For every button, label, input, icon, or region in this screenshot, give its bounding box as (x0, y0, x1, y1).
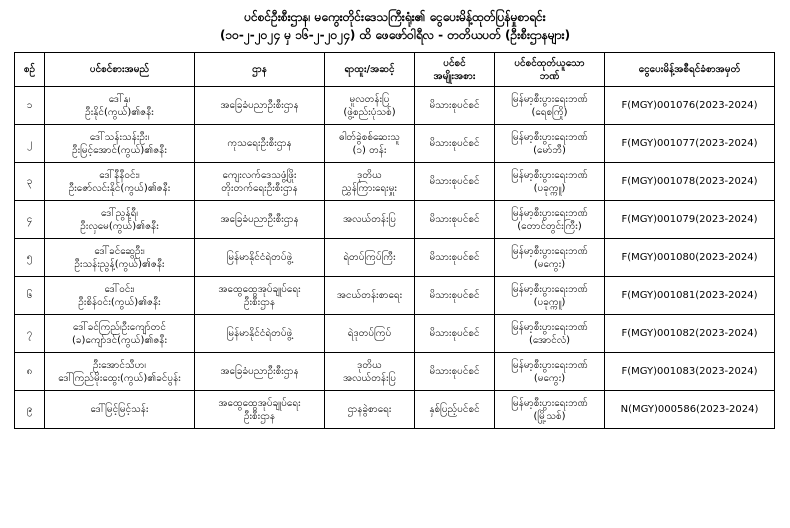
cell-bank: မြန်မာ့စီးပွားရေးဘဏ် (မော်ဘီ) (495, 125, 605, 163)
table-row (15, 125, 775, 163)
document-subtitle: (၁၀-၂-၂၀၂၄ မှ ၁၆-၂-၂၀၂၄) ထိ ဖေဖော်ဝါရီလ - တတိယပတ် (ဦးစီးဌာနများ) (219, 28, 571, 42)
cell-rank: ဌာနခွဲစာရေး (325, 391, 415, 429)
cell-no: ၉ (15, 391, 45, 429)
cell-department: ကျေးလက်ဒေသဖွံ့ဖြိုး တိုးတက်ရေးဦးစီးဌာန (195, 163, 325, 201)
cell-no: ၄ (15, 201, 45, 239)
cell-order-no: F(MGY)001082(2023-2024) (605, 315, 775, 353)
cell-order-no: F(MGY)001076(2023-2024) (605, 87, 775, 125)
header-name: ပင်စင်စားအမည် (45, 53, 195, 87)
cell-pension-type: မိသားစုပင်စင် (415, 125, 495, 163)
cell-no: ၂ (15, 125, 45, 163)
table-row (15, 391, 775, 429)
cell-department: မြန်မာနိုင်ငံရဲတပ်ဖွဲ့ (195, 239, 325, 277)
table-header-row (15, 53, 775, 87)
cell-order-no: F(MGY)001078(2023-2024) (605, 163, 775, 201)
cell-order-no: F(MGY)001079(2023-2024) (605, 201, 775, 239)
cell-rank: ရဲဒုတပ်ကြပ် (325, 315, 415, 353)
cell-pension-type: မိသားစုပင်စင် (415, 277, 495, 315)
header-department: ဌာန (195, 53, 325, 87)
cell-rank: အငယ်တန်းစာရေး (325, 277, 415, 315)
cell-order-no: F(MGY)001083(2023-2024) (605, 353, 775, 391)
table-row (15, 163, 775, 201)
cell-department: အခြေခံပညာဦးစီးဌာန (195, 201, 325, 239)
table-row (15, 239, 775, 277)
cell-no: ၇ (15, 315, 45, 353)
cell-pension-type: မိသားစုပင်စင် (415, 163, 495, 201)
cell-bank: မြန်မာ့စီးပွားရေးဘဏ် (မကွေး) (495, 239, 605, 277)
header-order-no: ငွေပေးမိန့်အစီရင်ခံစာအမှတ် (605, 53, 775, 87)
cell-pension-type: မိသားစုပင်စင် (415, 239, 495, 277)
cell-department: အခြေခံပညာဦးစီးဌာန (195, 353, 325, 391)
cell-department: အခြေခံပညာဦးစီးဌာန (195, 87, 325, 125)
header-bank: ပင်စင်ထုတ်ယူသော ဘဏ် (495, 53, 605, 87)
cell-pension-type: နှစ်ပြည့်ပင်စင် (415, 391, 495, 429)
cell-name: ဒေါ်ဝင်း၊ ဦးစိန်ဝင်း(ကွယ်)၏ဇနီး (45, 277, 195, 315)
table-row (15, 201, 775, 239)
table-row (15, 87, 775, 125)
cell-name: ဒေါ်ညွန့်ရီ၊ ဦးလှမေ(ကွယ်)၏ဇနီး (45, 201, 195, 239)
cell-bank: မြန်မာ့စီးပွားရေးဘဏ် (ပခုက္ကူ) (495, 277, 605, 315)
cell-order-no: N(MGY)000586(2023-2024) (605, 391, 775, 429)
table-row (15, 353, 775, 391)
cell-no: ၆ (15, 277, 45, 315)
cell-department: အထွေထွေအုပ်ချုပ်ရေး ဦးစီးဌာန (195, 391, 325, 429)
document-title: ပင်စင်ဦးစီးဌာန၊ မကွေးတိုင်းဒေသကြီးရုံး၏ ငွေပေးမိန့်ထုတ်ပြန်မှုစာရင်း (244, 10, 546, 24)
cell-rank: ဓါတ်ခွဲစစ်ဆေးသူ (၁) တန်း (325, 125, 415, 163)
cell-pension-type: မိသားစုပင်စင် (415, 353, 495, 391)
cell-name: ဒေါ်မြင့်မြင့်သန်း (45, 391, 195, 429)
cell-department: အထွေထွေအုပ်ချုပ်ရေး ဦးစီးဌာန (195, 277, 325, 315)
cell-name: ဒေါ်နီနီဝင်း၊ ဦးဇော်လင်းနိုင်(ကွယ်)၏ဇနီး (45, 163, 195, 201)
cell-name: ဦးအောင်သီဟ၊ ဒေါ်ကြည်မိုးထွေး(ကွယ်)၏ခင်ပွန်း (45, 353, 195, 391)
cell-bank: မြန်မာ့စီးပွားရေးဘဏ် (ပခုက္ကူ) (495, 163, 605, 201)
header-no: စဉ် (15, 53, 45, 87)
cell-order-no: F(MGY)001081(2023-2024) (605, 277, 775, 315)
cell-order-no: F(MGY)001077(2023-2024) (605, 125, 775, 163)
cell-department: ကုသရေးဦးစီးဌာန (195, 125, 325, 163)
cell-name: ဒေါ်ခင်ဆွေဦး၊ ဦးသန်းညွန့်(ကွယ်)၏ဇနီး (45, 239, 195, 277)
cell-no: ၃ (15, 163, 45, 201)
cell-pension-type: မိသားစုပင်စင် (415, 201, 495, 239)
cell-pension-type: မိသားစုပင်စင် (415, 315, 495, 353)
cell-name: ဒေါ်သန်းသန်းဦး၊ ဦးမြင့်အောင်(ကွယ်)၏ဇနီး (45, 125, 195, 163)
cell-name: ဒေါ်နု၊ ဦးနိုင်(ကွယ်)၏ဇနီး (45, 87, 195, 125)
cell-bank: မြန်မာ့စီးပွားရေးဘဏ် (အောင်လံ) (495, 315, 605, 353)
cell-rank: ဒုတိယ ညွှန်ကြားရေးမှူး (325, 163, 415, 201)
header-pension-type: ပင်စင် အမျိုးအစား (415, 53, 495, 87)
cell-rank: အလယ်တန်းပြ (325, 201, 415, 239)
cell-bank: မြန်မာ့စီးပွားရေးဘဏ် (မြို့သစ်) (495, 391, 605, 429)
cell-no: ၈ (15, 353, 45, 391)
cell-order-no: F(MGY)001080(2023-2024) (605, 239, 775, 277)
cell-bank: မြန်မာ့စီးပွားရေးဘဏ် (တောင်တွင်းကြီး) (495, 201, 605, 239)
cell-bank: မြန်မာ့စီးပွားရေးဘဏ် (ရေစကြို) (495, 87, 605, 125)
cell-rank: ဒုတိယ အလယ်တန်းပြ (325, 353, 415, 391)
cell-no: ၅ (15, 239, 45, 277)
cell-department: မြန်မာနိုင်ငံရဲတပ်ဖွဲ့ (195, 315, 325, 353)
cell-rank: မူလတန်းပြ (ဖွဲ့စည်းပုံသစ်) (325, 87, 415, 125)
cell-name: ဒေါ်ခင်ကြည်၊ဦးကျော်တင် (ခ)ကျော်ဒင်(ကွယ်)၏ဇနီး (45, 315, 195, 353)
cell-pension-type: မိသားစုပင်စင် (415, 87, 495, 125)
cell-no: ၁ (15, 87, 45, 125)
header-rank: ရာထူး/အဆင့် (325, 53, 415, 87)
cell-rank: ရဲတပ်ကြပ်ကြီး (325, 239, 415, 277)
pension-order-table (14, 52, 775, 429)
cell-bank: မြန်မာ့စီးပွားရေးဘဏ် (မကွေး) (495, 353, 605, 391)
table-row (15, 315, 775, 353)
table-row (15, 277, 775, 315)
